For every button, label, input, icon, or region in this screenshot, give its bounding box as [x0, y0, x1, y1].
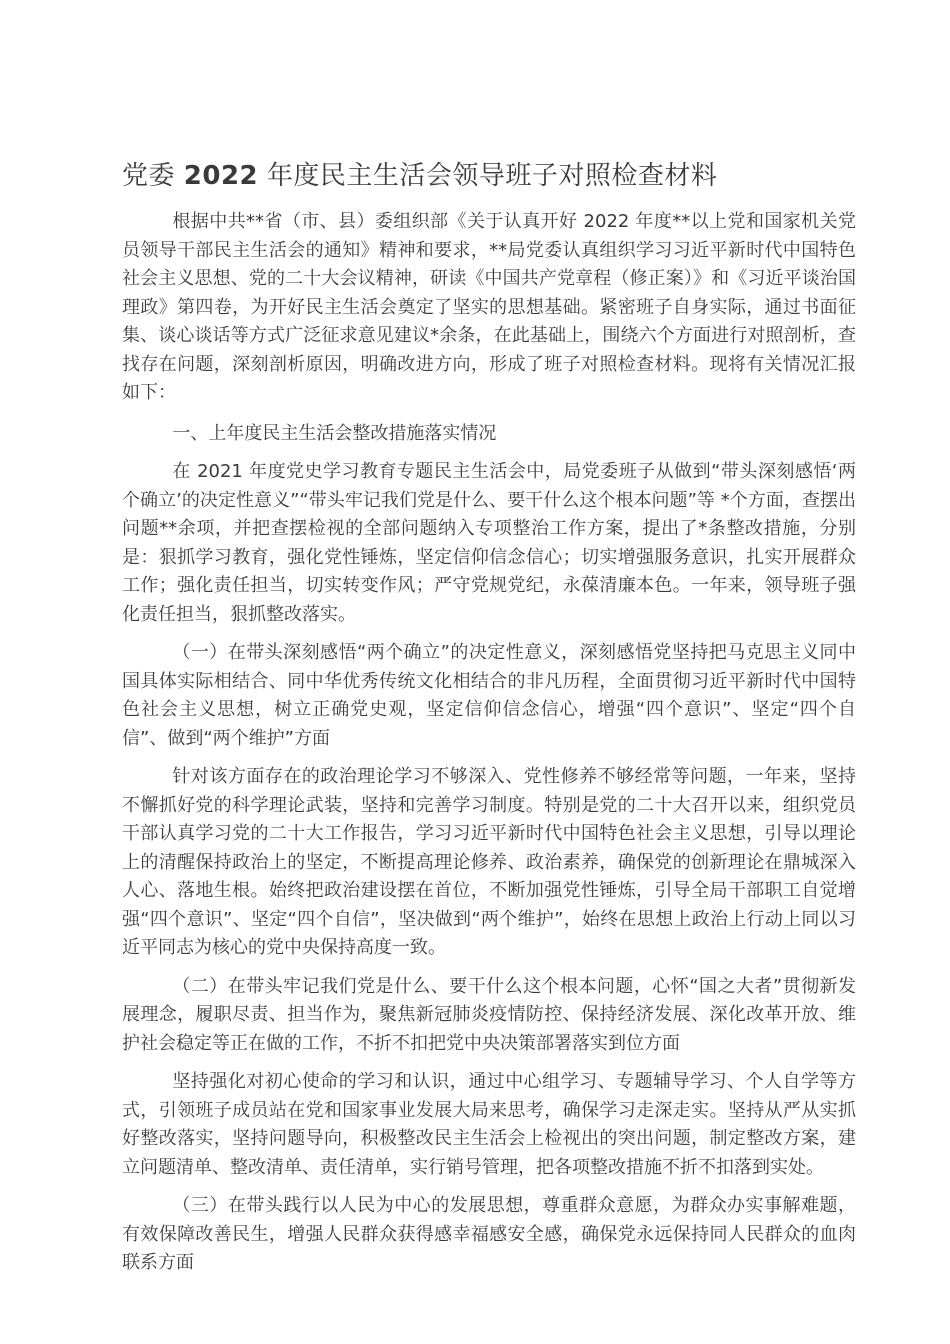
paragraph-subsection-1: 针对该方面存在的政治理论学习不够深入、党性修养不够经常等问题，一年来，坚持不懈抓好党的科学理论武装，坚持和完善学习制度。特别是党的二十大召开以来，组织党员干部认真学习党的二十大工作报告，学习习近平新时代中国特色社会主义思想，引导以理论上的清醒保持政治上的坚定，不断提高理论修养、政治素养，确保党的创新理论在鼎城深入人心、落地生根。始终把政治建设摆在首位，不断加强党性锤炼，引导全局干部职工自觉增强“四个意识”、坚定“四个自信”，坚决做到“两个维护”，始终在思想上政治上行动上同以习近平同志为核心的党中央保持高度一致。: [122, 766, 856, 958]
title-year: 2022: [183, 161, 259, 191]
subsection-heading-2: （二）在带头牢记我们党是什么、要干什么这个根本问题，心怀“国之大者”贯彻新发展理念，履职尽责、担当作为，聚焦新冠肺炎疫情防控、保持经济发展、深化改革开放、维护社会稳定等正在做的工作，不折不扣把党中央决策部署落实到位方面: [122, 975, 856, 1054]
title-suffix: 年度民主生活会领导班子对照检查材料: [266, 161, 718, 191]
section-heading-1: 一、上年度民主生活会整改措施落实情况: [172, 422, 497, 444]
title-prefix: 党委: [122, 161, 176, 191]
intro-paragraph: 根据中共**省（市、县）委组织部《关于认真开好 2022 年度**以上党和国家机关党员领导干部民主生活会的通知》精神和要求，**局党委认真组织学习习近平新时代中国特色社会主义思想、党的二十大会议精神，研读《中国共产党章程（修正案）》和《习近平谈治国理政》第四卷，为开好民主生活会奠定了坚实的思想基础。紧密班子自身实际，通过书面征集、谈心谈话等方式广泛征求意见建议*余条，在此基础上，围绕六个方面进行对照剖析，查找存在问题，深刻剖析原因，明确改进方向，形成了班子对照检查材料。现将有关情况汇报如下：: [122, 211, 856, 403]
document-page: [122, 0, 856, 1278]
paragraph-2021-review: 在 2021 年度党史学习教育专题民主生活会中，局党委班子从做到“带头深刻感悟‘两个确立’的决定性意义”“带头牢记我们党是什么、要干什么这个根本问题”等 *个方面，查摆出问题**余项，并把查摆检视的全部问题纳入专项整治工作方案，提出了*条整改措施，分别是：狠抓学习教育，强化党性锤炼，坚定信仰信念信心；切实增强服务意识，扎实开展群众工作；强化责任担当，切实转变作风；严守党规党纪，永葆清廉本色。一年来，领导班子强化责任担当，狠抓整改落实。: [122, 461, 856, 625]
subsection-heading-1: （一）在带头深刻感悟“两个确立”的决定性意义，深刻感悟党坚持把马克思主义同中国具体实际相结合、同中华优秀传统文化相结合的非凡历程，全面贯彻习近平新时代中国特色社会主义思想，树立正确党史观，坚定信仰信念信心，增强“四个意识”、坚定“四个自信”、做到“两个维护”方面: [122, 642, 856, 749]
paragraph-subsection-2: 坚持强化对初心使命的学习和认识，通过中心组学习、专题辅导学习、个人自学等方式，引领班子成员站在党和国家事业发展大局来思考，确保学习走深走实。坚持从严从实抓好整改落实，坚持问题导向，积极整改民主生活会上检视出的突出问题，制定整改方案，建立问题清单、整改清单、责任清单，实行销号管理，把各项整改措施不折不扣落到实处。: [122, 1071, 856, 1178]
subsection-heading-3: （三）在带头践行以人民为中心的发展思想，尊重群众意愿，为群众办实事解难题，有效保障改善民生，增强人民群众获得感幸福感安全感，确保党永远保持同人民群众的血肉联系方面: [122, 1195, 856, 1273]
document-title: [122, 156, 856, 196]
